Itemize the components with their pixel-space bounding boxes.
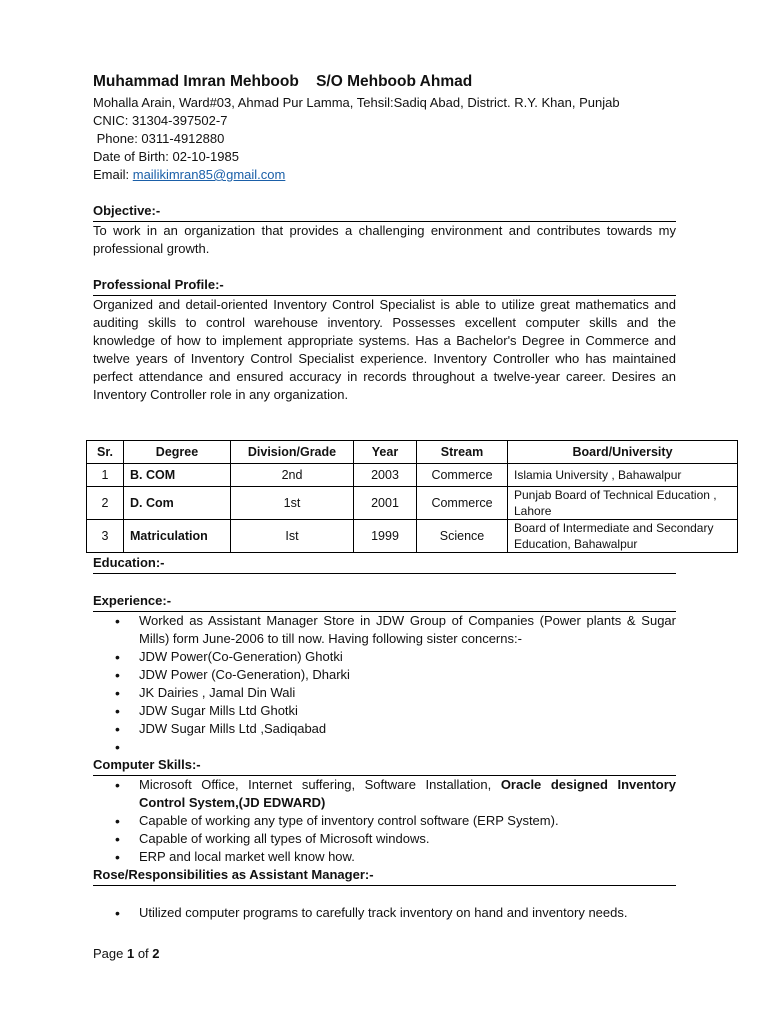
- experience-title: Experience:-: [93, 592, 676, 612]
- email-line: [93, 166, 676, 184]
- address-line: Mohalla Arain, Ward#03, Ahmad Pur Lamma, Tehsil:Sadiq Abad, District. R.Y. Khan, Punjab: [93, 95, 620, 110]
- current-page: 1: [126, 946, 135, 961]
- relation-name: S/O Mehboob Ahmad: [316, 73, 473, 90]
- of-word: of: [134, 946, 153, 961]
- cell-board: Islamia University , Bahawalpur: [508, 464, 738, 487]
- header-stream: Stream: [417, 441, 508, 464]
- cell-grade: 2nd: [231, 464, 354, 487]
- header-sr: Sr.: [87, 441, 124, 464]
- cell-sr: 1: [87, 464, 124, 487]
- cell-sr: 3: [87, 520, 124, 553]
- profile-text: Organized and detail-oriented Inventory Control Specialist is able to utilize great mathematics and auditing skills to control warehouse inventory. Possesses excellent computer skills and the knowledge of how to implement appropriate systems. Has a Bachelor's Degree in Commerce and twelve years of Inventory Control Specialist experience. Inventory Controller who has maintained perfect attendance and ensured accuracy in records throughout a twelve-year career. Desires an Inventory Controller role in any organization.: [93, 297, 676, 402]
- responsibilities-title: Rose/Responsibilities as Assistant Manager:-: [93, 866, 676, 886]
- cell-stream: Commerce: [417, 464, 508, 487]
- cell-year: 2003: [354, 464, 417, 487]
- experience-list: [93, 612, 676, 756]
- list-item: • JDW Power(Co-Generation) Ghotki: [139, 648, 676, 666]
- page-word: Page: [93, 946, 127, 961]
- resume-header-section: [93, 72, 676, 404]
- table-row: [87, 487, 738, 520]
- skill-plain-text: Microsoft Office, Internet suffering, Software Installation,: [139, 777, 501, 792]
- list-item: • JDW Sugar Mills Ltd Ghotki: [139, 702, 676, 720]
- cell-year: 1999: [354, 520, 417, 553]
- objective-title: Objective:-: [93, 202, 676, 222]
- cell-grade: 1st: [231, 487, 354, 520]
- list-item: [139, 738, 676, 756]
- cell-degree: D. Com: [124, 487, 231, 520]
- header-year: Year: [354, 441, 417, 464]
- cell-year: 2001: [354, 487, 417, 520]
- list-item: • ERP and local market well know how.: [139, 848, 676, 866]
- profile-title: Professional Profile:-: [93, 276, 676, 296]
- responsibilities-list: [93, 904, 676, 922]
- list-item: • JDW Sugar Mills Ltd ,Sadiqabad: [139, 720, 676, 738]
- cell-stream: Science: [417, 520, 508, 553]
- name-heading: [93, 72, 676, 92]
- email-label: Email:: [93, 167, 133, 182]
- education-title: Education:-: [93, 554, 676, 574]
- phone-line: Phone: 0311-4912880: [93, 131, 225, 146]
- skills-list: [93, 776, 676, 866]
- objective-text: To work in an organization that provides a challenging environment and contributes towards my professional growth.: [93, 223, 676, 256]
- cell-degree: B. COM: [124, 464, 231, 487]
- email-link[interactable]: mailikimran85@gmail.com: [132, 167, 286, 182]
- cell-board: Punjab Board of Technical Education , Lahore: [508, 487, 738, 520]
- cell-board: Board of Intermediate and Secondary Education, Bahawalpur: [508, 520, 738, 553]
- list-item: • Utilized computer programs to carefully track inventory on hand and inventory needs.: [139, 904, 676, 922]
- cell-degree: Matriculation: [124, 520, 231, 553]
- candidate-name: Muhammad Imran Mehboob: [93, 73, 299, 90]
- table-header-row: [87, 441, 738, 464]
- header-grade: Division/Grade: [231, 441, 354, 464]
- page-footer: [93, 946, 160, 961]
- list-item: • Worked as Assistant Manager Store in JDW Group of Companies (Power plants & Sugar Mills) form June-2006 to till now. Having following sister concerns:-: [139, 612, 676, 648]
- table-row: [87, 520, 738, 553]
- skills-title: Computer Skills:-: [93, 756, 676, 776]
- cell-grade: Ist: [231, 520, 354, 553]
- resume-lower-section: [93, 554, 676, 922]
- header-board: Board/University: [508, 441, 738, 464]
- cell-sr: 2: [87, 487, 124, 520]
- list-item: • Capable of working any type of inventory control software (ERP System).: [139, 812, 676, 830]
- list-item: [139, 776, 676, 812]
- list-item: • JK Dairies , Jamal Din Wali: [139, 684, 676, 702]
- education-table: [86, 440, 738, 553]
- header-degree: Degree: [124, 441, 231, 464]
- list-item: • Capable of working all types of Microsoft windows.: [139, 830, 676, 848]
- cnic-line: CNIC: 31304-397502-7: [93, 113, 228, 128]
- cell-stream: Commerce: [417, 487, 508, 520]
- skill-bold-text: Oracle designed Inventory Control System,(JD EDWARD): [139, 777, 676, 810]
- list-item: • JDW Power (Co-Generation), Dharki: [139, 666, 676, 684]
- total-pages: 2: [152, 946, 160, 961]
- table-row: [87, 464, 738, 487]
- dob-line: Date of Birth: 02-10-1985: [93, 149, 239, 164]
